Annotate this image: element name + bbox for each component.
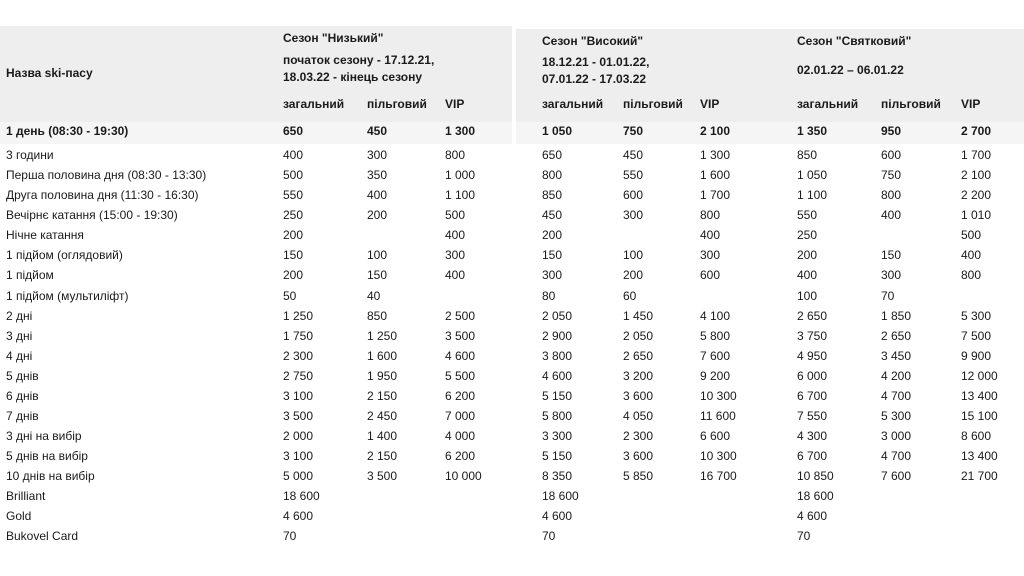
table-cell: 5 300: [881, 409, 912, 423]
row-name: 5 днів: [6, 369, 39, 383]
table-cell: 550: [797, 208, 818, 222]
table-cell: 950: [881, 124, 902, 138]
table-cell: 400: [445, 268, 466, 282]
table-cell: 200: [367, 208, 388, 222]
table-cell: 2 900: [542, 329, 573, 343]
table-cell: 3 300: [542, 429, 573, 443]
table-cell: 2 650: [797, 309, 828, 323]
table-cell: 3 800: [542, 349, 573, 363]
table-cell: 400: [700, 228, 721, 242]
row-name: Вечірнє катання (15:00 - 19:30): [6, 208, 178, 222]
table-cell: 1 000: [445, 168, 476, 182]
table-cell: 200: [283, 268, 304, 282]
table-cell: 4 700: [881, 449, 912, 463]
table-cell: 3 000: [881, 429, 912, 443]
subcolumn-header: пільговий: [367, 97, 427, 111]
table-cell: 13 400: [961, 449, 998, 463]
table-cell: 4 600: [283, 509, 314, 523]
table-cell: 5 300: [961, 309, 992, 323]
row-name: 1 день (08:30 - 19:30): [6, 124, 129, 138]
subcolumn-header: пільговий: [881, 97, 941, 111]
table-cell: 300: [881, 268, 902, 282]
table-cell: 1 600: [367, 349, 398, 363]
table-cell: 3 500: [445, 329, 476, 343]
table-cell: 1 300: [700, 148, 731, 162]
table-cell: 3 750: [797, 329, 828, 343]
table-cell: 300: [623, 208, 644, 222]
table-cell: 800: [445, 148, 466, 162]
row-name: Brilliant: [6, 489, 46, 503]
table-cell: 3 500: [283, 409, 314, 423]
table-cell: 3 500: [367, 469, 398, 483]
table-cell: 600: [881, 148, 902, 162]
table-cell: 1 700: [700, 188, 731, 202]
row-name: 2 дні: [6, 309, 33, 323]
table-cell: 1 250: [367, 329, 398, 343]
table-cell: 1 400: [367, 429, 398, 443]
table-cell: 300: [445, 248, 466, 262]
table-cell: 3 600: [623, 449, 654, 463]
table-cell: 2 100: [700, 124, 731, 138]
table-cell: 70: [797, 529, 811, 543]
table-cell: 6 200: [445, 389, 476, 403]
table-cell: 400: [797, 268, 818, 282]
table-cell: 150: [881, 248, 902, 262]
row-name: 6 днів: [6, 389, 39, 403]
season-high-title: Сезон "Високий": [542, 34, 644, 48]
subcolumn-header: VIP: [445, 97, 465, 111]
season-low-title: Сезон "Низький": [283, 31, 384, 45]
season-low-dates: початок сезону - 17.12.21,: [283, 53, 435, 67]
season-high-dates-2: 07.01.22 - 17.03.22: [542, 72, 647, 86]
table-cell: 10 300: [700, 389, 737, 403]
table-cell: 600: [623, 188, 644, 202]
table-cell: 750: [623, 124, 644, 138]
table-cell: 2 050: [623, 329, 654, 343]
season-high-dates: 18.12.21 - 01.01.22,: [542, 55, 650, 69]
table-cell: 800: [881, 188, 902, 202]
table-cell: 18 600: [542, 489, 579, 503]
column-separator: [512, 26, 516, 576]
table-cell: 13 400: [961, 389, 998, 403]
table-cell: 4 050: [623, 409, 654, 423]
table-cell: 9 200: [700, 369, 731, 383]
row-name: 5 днів на вибір: [6, 449, 88, 463]
subcolumn-header: VIP: [700, 97, 720, 111]
row-name: Gold: [6, 509, 32, 523]
table-cell: 2 300: [623, 429, 654, 443]
table-cell: 4 200: [881, 369, 912, 383]
row-name: Нічне катання: [6, 228, 84, 242]
row-name: 1 підйом: [6, 268, 54, 282]
season-holiday-dates: 02.01.22 – 06.01.22: [797, 63, 904, 77]
season-low-dates-2: 18.03.22 - кінець сезону: [283, 70, 422, 84]
table-cell: 4 300: [797, 429, 828, 443]
table-cell: 3 100: [283, 389, 314, 403]
table-cell: 1 350: [797, 124, 828, 138]
table-cell: 200: [797, 248, 818, 262]
table-cell: 250: [797, 228, 818, 242]
table-cell: 600: [700, 268, 721, 282]
table-cell: 10 300: [700, 449, 737, 463]
table-cell: 5 800: [700, 329, 731, 343]
table-cell: 500: [445, 208, 466, 222]
table-cell: 100: [623, 248, 644, 262]
table-cell: 200: [542, 228, 563, 242]
table-cell: 70: [542, 529, 556, 543]
table-cell: 2 200: [961, 188, 992, 202]
table-cell: 1 750: [283, 329, 314, 343]
table-cell: 1 010: [961, 208, 992, 222]
table-cell: 650: [542, 148, 563, 162]
table-cell: 300: [542, 268, 563, 282]
table-cell: 2 000: [283, 429, 314, 443]
table-cell: 1 450: [623, 309, 654, 323]
table-cell: 800: [542, 168, 563, 182]
table-cell: 500: [961, 228, 982, 242]
table-cell: 7 600: [700, 349, 731, 363]
table-cell: 1 050: [542, 124, 573, 138]
table-cell: 2 650: [881, 329, 912, 343]
table-cell: 12 000: [961, 369, 998, 383]
table-cell: 2 150: [367, 389, 398, 403]
table-cell: 60: [623, 289, 637, 303]
table-cell: 150: [367, 268, 388, 282]
table-cell: 2 650: [623, 349, 654, 363]
table-cell: 200: [623, 268, 644, 282]
table-cell: 6 600: [700, 429, 731, 443]
table-cell: 1 100: [797, 188, 828, 202]
table-cell: 5 150: [542, 389, 573, 403]
table-cell: 300: [367, 148, 388, 162]
table-cell: 850: [542, 188, 563, 202]
table-cell: 6 200: [445, 449, 476, 463]
row-name: Перша половина дня (08:30 - 13:30): [6, 168, 207, 182]
row-name: 3 дні: [6, 329, 33, 343]
table-cell: 150: [283, 248, 304, 262]
table-cell: 4 100: [700, 309, 731, 323]
row-name: 1 підйом (оглядовий): [6, 248, 123, 262]
table-cell: 500: [283, 168, 304, 182]
row-name: 10 днів на вибір: [6, 469, 95, 483]
table-cell: 7 550: [797, 409, 828, 423]
table-cell: 400: [961, 248, 982, 262]
table-cell: 2 100: [961, 168, 992, 182]
table-cell: 2 050: [542, 309, 573, 323]
subcolumn-header: загальний: [797, 97, 859, 111]
table-cell: 3 100: [283, 449, 314, 463]
table-cell: 2 700: [961, 124, 992, 138]
table-cell: 400: [367, 188, 388, 202]
table-cell: 2 450: [367, 409, 398, 423]
table-cell: 200: [283, 228, 304, 242]
table-cell: 2 150: [367, 449, 398, 463]
table-cell: 400: [881, 208, 902, 222]
table-cell: 6 700: [797, 389, 828, 403]
table-cell: 3 450: [881, 349, 912, 363]
table-cell: 70: [283, 529, 297, 543]
table-cell: 4 600: [542, 509, 573, 523]
table-cell: 10 850: [797, 469, 834, 483]
table-cell: 1 300: [445, 124, 476, 138]
table-cell: 2 750: [283, 369, 314, 383]
table-cell: 8 350: [542, 469, 573, 483]
table-cell: 450: [367, 124, 388, 138]
table-cell: 6 000: [797, 369, 828, 383]
table-cell: 5 850: [623, 469, 654, 483]
table-cell: 4 600: [445, 349, 476, 363]
table-cell: 4 600: [797, 509, 828, 523]
row-name: 3 дні на вибір: [6, 429, 82, 443]
subcolumn-header: VIP: [961, 97, 981, 111]
table-cell: 4 600: [542, 369, 573, 383]
table-cell: 21 700: [961, 469, 998, 483]
table-cell: 1 050: [797, 168, 828, 182]
table-cell: 550: [623, 168, 644, 182]
table-cell: 650: [283, 124, 304, 138]
table-cell: 40: [367, 289, 381, 303]
table-cell: 2 300: [283, 349, 314, 363]
table-cell: 450: [623, 148, 644, 162]
table-cell: 4 950: [797, 349, 828, 363]
table-cell: 7 600: [881, 469, 912, 483]
table-cell: 100: [367, 248, 388, 262]
table-cell: 70: [881, 289, 895, 303]
table-cell: 2 500: [445, 309, 476, 323]
table-cell: 1 950: [367, 369, 398, 383]
table-cell: 1 600: [700, 168, 731, 182]
table-cell: 3 600: [623, 389, 654, 403]
table-cell: 850: [797, 148, 818, 162]
table-cell: 350: [367, 168, 388, 182]
table-cell: 450: [542, 208, 563, 222]
table-cell: 850: [367, 309, 388, 323]
subcolumn-header: пільговий: [623, 97, 683, 111]
table-cell: 1 700: [961, 148, 992, 162]
table-cell: 11 600: [700, 409, 736, 423]
subcolumn-header: загальний: [542, 97, 604, 111]
table-cell: 1 100: [445, 188, 476, 202]
table-cell: 7 000: [445, 409, 476, 423]
row-name: Bukovel Card: [6, 529, 79, 543]
row-name: Друга половина дня (11:30 - 16:30): [6, 188, 199, 202]
table-cell: 9 900: [961, 349, 992, 363]
table-cell: 18 600: [797, 489, 834, 503]
season-holiday-title: Сезон "Святковий": [797, 34, 912, 48]
table-cell: 300: [700, 248, 721, 262]
subcolumn-header: загальний: [283, 97, 345, 111]
row-name: 3 години: [6, 148, 54, 162]
row-name: 7 днів: [6, 409, 39, 423]
table-cell: 100: [797, 289, 818, 303]
table-cell: 16 700: [700, 469, 737, 483]
table-cell: 5 000: [283, 469, 314, 483]
table-cell: 6 700: [797, 449, 828, 463]
table-cell: 5 800: [542, 409, 573, 423]
table-cell: 5 500: [445, 369, 476, 383]
table-cell: 3 200: [623, 369, 654, 383]
table-cell: 10 000: [445, 469, 482, 483]
table-cell: 400: [283, 148, 304, 162]
name-column-header: Назва ski-пасу: [6, 66, 93, 80]
row-name: 4 дні: [6, 349, 33, 363]
table-cell: 80: [542, 289, 556, 303]
table-cell: 550: [283, 188, 304, 202]
table-cell: 1 250: [283, 309, 314, 323]
row-name: 1 підйом (мультиліфт): [6, 289, 129, 303]
table-cell: 7 500: [961, 329, 992, 343]
table-cell: 8 600: [961, 429, 992, 443]
table-cell: 18 600: [283, 489, 320, 503]
table-cell: 15 100: [961, 409, 998, 423]
table-cell: 800: [961, 268, 982, 282]
table-cell: 250: [283, 208, 304, 222]
table-cell: 50: [283, 289, 297, 303]
table-cell: 4 700: [881, 389, 912, 403]
table-cell: 5 150: [542, 449, 573, 463]
table-cell: 400: [445, 228, 466, 242]
table-cell: 800: [700, 208, 721, 222]
table-cell: 1 850: [881, 309, 912, 323]
table-cell: 150: [542, 248, 563, 262]
table-cell: 4 000: [445, 429, 476, 443]
table-cell: 750: [881, 168, 902, 182]
